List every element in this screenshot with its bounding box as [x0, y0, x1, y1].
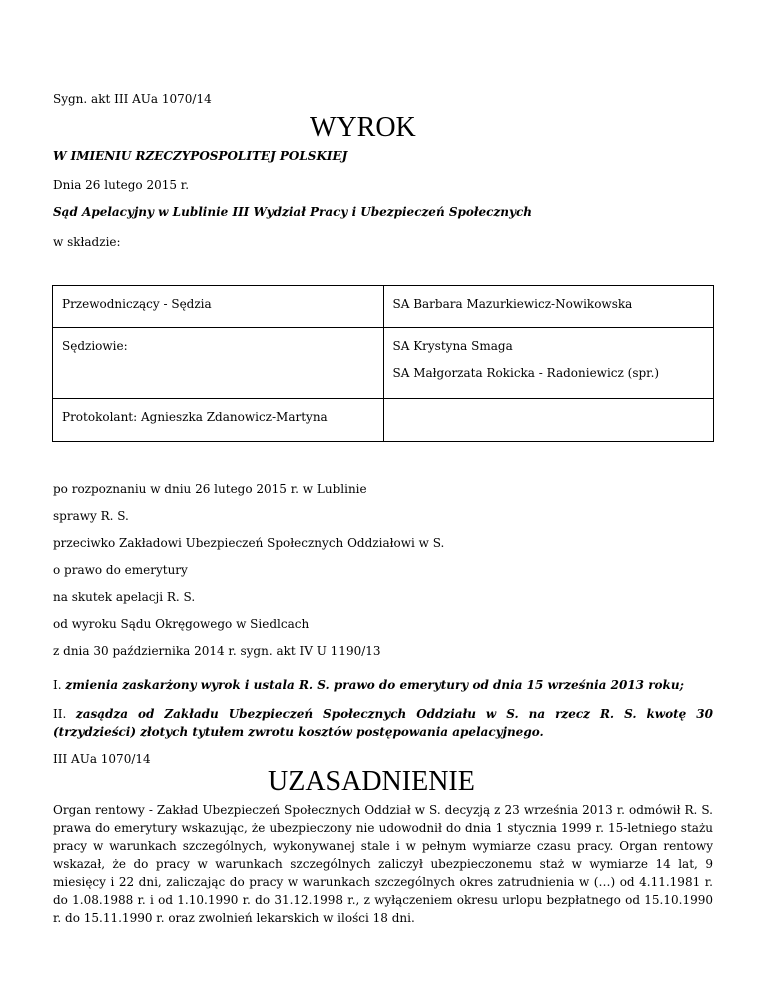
court-composition-table: [52, 285, 714, 442]
table-row: [53, 399, 714, 442]
table-row: [53, 328, 714, 399]
court-name: Sąd Apelacyjny w Lublinie III Wydział Pracy i Ubezpieczeń Społecznych: [53, 205, 533, 219]
ruling-number: II.: [53, 707, 67, 721]
justification-title: UZASADNIENIE: [268, 766, 475, 797]
empty-cell: [383, 399, 714, 442]
justification-case-ref: III AUa 1070/14: [53, 752, 151, 766]
case-of-line: sprawy R. S.: [53, 509, 129, 523]
judges-names-cell: [383, 328, 714, 399]
judges-label: Sędziowie:: [62, 339, 128, 353]
hearing-line: po rozpoznaniu w dniu 26 lutego 2015 r. w Lublinie: [53, 482, 367, 496]
ruling-number: I.: [53, 678, 62, 692]
presiding-label: Przewodniczący - Sędzia: [62, 297, 212, 311]
table-row: [53, 286, 714, 328]
presiding-name-cell: [383, 286, 714, 328]
composition-label: w składzie:: [53, 235, 121, 249]
judgment-date-line: z dnia 30 października 2014 r. sygn. akt IV U 1190/13: [53, 644, 381, 658]
presiding-name: SA Barbara Mazurkiewicz-Nowikowska: [392, 297, 633, 311]
judges-label-cell: [53, 328, 384, 399]
ruling-item: [53, 677, 684, 694]
case-signature: Sygn. akt III AUa 1070/14: [53, 92, 212, 106]
appeal-line: na skutek apelacji R. S.: [53, 590, 196, 604]
ruling-item: [53, 705, 713, 741]
from-judgment-line: od wyroku Sądu Okręgowego w Siedlcach: [53, 617, 310, 631]
subject-line: o prawo do emerytury: [53, 563, 188, 577]
clerk-cell: [53, 399, 384, 442]
ruling-text: zmienia zaskarżony wyrok i ustala R. S. prawo do emerytury od dnia 15 września 2013 roku;: [65, 678, 684, 692]
ruling-text: zasądza od Zakładu Ubezpieczeń Społecznych Oddziału w S. na rzecz R. S. kwotę 30 (trzydzieści) złotych tytułem zwrotu kosztów postępowania apelacyjnego.: [53, 707, 713, 739]
against-line: przeciwko Zakładowi Ubezpieczeń Społecznych Oddziałowi w S.: [53, 536, 445, 550]
judgment-title: WYROK: [310, 112, 416, 143]
presiding-label-cell: [53, 286, 384, 328]
date-line: Dnia 26 lutego 2015 r.: [53, 178, 190, 192]
in-the-name-line: W IMIENIU RZECZYPOSPOLITEJ POLSKIEJ: [53, 149, 348, 163]
judge-name: SA Krystyna Smaga: [392, 339, 513, 353]
justification-paragraph: Organ rentowy - Zakład Ubezpieczeń Społecznych Oddział w S. decyzją z 23 września 2013 r. odmówił R. S. prawa do emerytury wskazując, że ubezpieczony nie udowodnił do dnia 1 stycznia 1999 r. 15-letniego stażu pracy w warunkach szczególnych, wykonywanej stale i w pełnym wymiarze czasu pracy. Organ rentowy wskazał, że do pracy w warunkach szczególnych zaliczył ubezpieczonemu staż w wymiarze 14 lat, 9 miesięcy i 22 dni, zaliczając do pracy w warunkach szczególnych okres zatrudnienia w (…) od 4.11.1981 r. do 1.08.1988 r. i od 1.10.1990 r. do 31.12.1998 r., z wyłączeniem okresu urlopu bezpłatnego od 15.10.1990 r. do 15.11.1990 r. oraz zwolnień lekarskich w ilości 18 dni.: [53, 803, 713, 925]
clerk-name: Protokolant: Agnieszka Zdanowicz-Martyna: [62, 410, 328, 424]
judge-name: SA Małgorzata Rokicka - Radoniewicz (spr.): [392, 365, 660, 380]
